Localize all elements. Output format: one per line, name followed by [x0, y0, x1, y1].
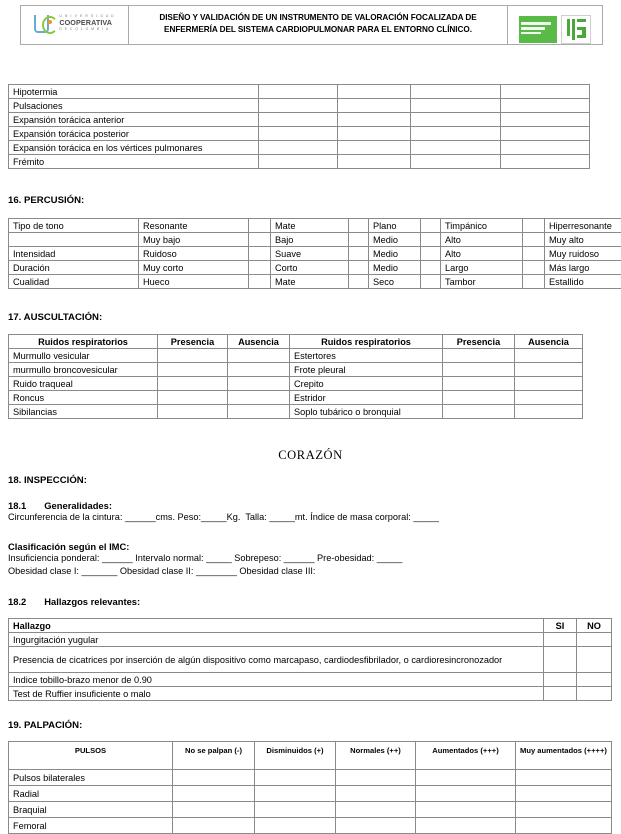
option-label: Muy ruidoso — [545, 247, 621, 261]
empty-entry-cell[interactable] — [338, 141, 411, 155]
empty-entry-cell[interactable] — [501, 85, 590, 99]
ausencia-cell-right[interactable] — [515, 377, 583, 391]
column-header: Hallazgo — [9, 619, 544, 633]
column-header: Ruidos respiratorios — [290, 335, 443, 349]
empty-entry-cell[interactable] — [411, 113, 501, 127]
ausencia-cell-left[interactable] — [228, 391, 290, 405]
row-label: Cualidad — [9, 275, 139, 289]
si-cell[interactable] — [544, 673, 577, 687]
empty-entry-cell[interactable] — [259, 141, 338, 155]
empty-entry-cell[interactable] — [501, 99, 590, 113]
pulsos-table-body — [9, 770, 612, 834]
hallazgos-table-body — [9, 633, 612, 701]
ucc-logo-text — [59, 15, 114, 31]
auscultacion-table — [8, 334, 583, 419]
no-cell[interactable] — [577, 687, 612, 701]
option-label: Hiperresonante — [545, 219, 621, 233]
header-left-logo-cell — [21, 6, 129, 44]
empty-entry-cell[interactable] — [501, 113, 590, 127]
empty-entry-cell[interactable] — [259, 85, 338, 99]
option-label: Timpánico — [441, 219, 523, 233]
presencia-cell-right[interactable] — [443, 405, 515, 419]
table-row — [9, 363, 583, 377]
document-title: DISEÑO Y VALIDACIÓN DE UN INSTRUMENTO DE VALORACIÓN FOCALIZADA DE ENFERMERÍA DEL SISTEMA CARDIOPULMONAR PARA EL ENTORNO CLÍNICO. — [129, 6, 507, 44]
table-row — [9, 802, 612, 818]
empty-entry-cell[interactable] — [259, 155, 338, 169]
option-label: Medio — [369, 261, 421, 275]
option-label: Alto — [441, 233, 523, 247]
row-label: Expansión torácica anterior — [9, 113, 259, 127]
no-cell[interactable] — [577, 673, 612, 687]
no-cell[interactable] — [577, 647, 612, 673]
option-label: Medio — [369, 247, 421, 261]
percusion-table-body — [9, 219, 621, 289]
pulse-entry-cell[interactable] — [255, 786, 336, 802]
table-row — [9, 113, 590, 127]
row-label: Expansión torácica en los vértices pulmonares — [9, 141, 259, 155]
ausencia-cell-left[interactable] — [228, 363, 290, 377]
row-label-left: Sibilancias — [9, 405, 158, 419]
option-checkbox-cell[interactable] — [421, 275, 441, 289]
option-label: Mate — [271, 219, 349, 233]
ausencia-cell-left[interactable] — [228, 377, 290, 391]
table-row — [9, 405, 583, 419]
presencia-cell-left[interactable] — [158, 363, 228, 377]
table-row — [9, 647, 612, 673]
column-header: No se palpan (-) — [173, 742, 255, 770]
row-label-right: Estertores — [290, 349, 443, 363]
ausencia-cell-right[interactable] — [515, 391, 583, 405]
row-label: Ingurgitación yugular — [9, 633, 544, 647]
empty-entry-cell[interactable] — [338, 99, 411, 113]
table-row — [9, 770, 612, 786]
imc-line-1: Insuficiencia ponderal: ______ Intervalo normal: _____ Sobrepeso: ______ Pre-obesidad: _____ — [8, 552, 608, 565]
row-label: Indice tobillo-brazo menor de 0.90 — [9, 673, 544, 687]
pulse-entry-cell[interactable] — [255, 770, 336, 786]
empty-entry-cell[interactable] — [259, 113, 338, 127]
ucc-logo-line2: COOPERATIVA — [59, 19, 114, 27]
presencia-cell-left[interactable] — [158, 377, 228, 391]
option-checkbox-cell[interactable] — [523, 219, 545, 233]
option-label: Resonante — [139, 219, 249, 233]
row-label-right: Crepito — [290, 377, 443, 391]
option-checkbox-cell[interactable] — [349, 275, 369, 289]
universidad-cooperativa-de-colombia-logo — [34, 15, 114, 32]
presencia-cell-right[interactable] — [443, 349, 515, 363]
section-19-title: 19. PALPACIÓN: — [8, 720, 82, 731]
table-row — [9, 155, 590, 169]
corazon-heading: CORAZÓN — [0, 448, 621, 463]
row-label-left: Ruido traqueal — [9, 377, 158, 391]
table-row — [9, 247, 621, 261]
row-label-left: murmullo broncovesicular — [9, 363, 158, 377]
option-label: Muy alto — [545, 233, 621, 247]
auscultacion-table-head — [9, 335, 583, 349]
pulse-entry-cell[interactable] — [336, 770, 416, 786]
table-row — [9, 85, 590, 99]
option-checkbox-cell[interactable] — [523, 247, 545, 261]
table-row — [9, 275, 621, 289]
header-right-logo-cell — [507, 6, 602, 44]
table-row — [9, 377, 583, 391]
table-header-row — [9, 619, 612, 633]
column-header: Muy aumentados (++++) — [516, 742, 612, 770]
option-checkbox-cell[interactable] — [249, 219, 271, 233]
row-label: Test de Ruffier insuficiente o malo — [9, 687, 544, 701]
option-checkbox-cell[interactable] — [349, 219, 369, 233]
row-label: Braquial — [9, 802, 173, 818]
ucc-logo-line3: D E C O L O M B I A — [59, 28, 114, 32]
empty-entry-cell[interactable] — [501, 141, 590, 155]
ucc-logo-line1: U N I V E R S I D A D — [59, 15, 114, 19]
empty-entry-cell[interactable] — [411, 127, 501, 141]
row-label-left: Roncus — [9, 391, 158, 405]
hallazgos-relevantes-table — [8, 618, 612, 701]
imc-classification-block — [8, 541, 608, 577]
row-label: Frémito — [9, 155, 259, 169]
document-page — [0, 5, 621, 833]
option-checkbox-cell[interactable] — [349, 261, 369, 275]
option-label: Muy corto — [139, 261, 249, 275]
option-checkbox-cell[interactable] — [421, 233, 441, 247]
pulse-entry-cell[interactable] — [416, 818, 516, 834]
row-label-left: Murmullo vesicular — [9, 349, 158, 363]
generalidades-fields-line: Circunferencia de la cintura: ______cms. Peso:_____Kg. Talla: _____mt. Índice de masa corporal: _____ — [8, 511, 608, 524]
column-header: NO — [577, 619, 612, 633]
pulse-entry-cell[interactable] — [173, 818, 255, 834]
table-row — [9, 349, 583, 363]
subsection-18-1-number: 18.1 — [8, 500, 26, 511]
table-row — [9, 818, 612, 834]
section-18-title: 18. INSPECCIÓN: — [8, 475, 87, 486]
subsection-18-2-heading — [8, 596, 140, 607]
option-checkbox-cell[interactable] — [421, 261, 441, 275]
option-checkbox-cell[interactable] — [523, 261, 545, 275]
pulse-entry-cell[interactable] — [173, 770, 255, 786]
row-label: Radial — [9, 786, 173, 802]
empty-entry-cell[interactable] — [411, 141, 501, 155]
option-checkbox-cell[interactable] — [249, 275, 271, 289]
row-label: Femoral — [9, 818, 173, 834]
empty-entry-cell[interactable] — [411, 85, 501, 99]
right-logo-group — [519, 15, 591, 44]
ucc-emblem-icon — [34, 15, 56, 32]
pulse-entry-cell[interactable] — [255, 818, 336, 834]
column-header: Normales (++) — [336, 742, 416, 770]
ausencia-cell-right[interactable] — [515, 363, 583, 377]
empty-entry-cell[interactable] — [259, 127, 338, 141]
empty-entry-cell[interactable] — [411, 99, 501, 113]
option-label: Hueco — [139, 275, 249, 289]
row-label: Presencia de cicatrices por inserción de algún dispositivo como marcapaso, cardiodesfibrilador, o cardioresincronozador — [9, 647, 544, 673]
presencia-cell-left[interactable] — [158, 391, 228, 405]
row-label: Pulsos bilaterales — [9, 770, 173, 786]
table-row — [9, 219, 621, 233]
row-label: Expansión torácica posterior — [9, 127, 259, 141]
si-cell[interactable] — [544, 647, 577, 673]
subsection-18-2-number: 18.2 — [8, 596, 26, 607]
pulse-entry-cell[interactable] — [416, 786, 516, 802]
presencia-cell-right[interactable] — [443, 391, 515, 405]
presencia-cell-left[interactable] — [158, 405, 228, 419]
empty-entry-cell[interactable] — [338, 155, 411, 169]
row-label: Pulsaciones — [9, 99, 259, 113]
row-label: Hipotermia — [9, 85, 259, 99]
pulse-entry-cell[interactable] — [336, 802, 416, 818]
table-row — [9, 99, 590, 113]
pulse-entry-cell[interactable] — [416, 802, 516, 818]
table-row — [9, 673, 612, 687]
option-label: Plano — [369, 219, 421, 233]
table-header-row — [9, 742, 612, 770]
ausencia-cell-right[interactable] — [515, 405, 583, 419]
pulse-entry-cell[interactable] — [336, 786, 416, 802]
empty-entry-cell[interactable] — [259, 99, 338, 113]
ausencia-cell-left[interactable] — [228, 349, 290, 363]
pulse-entry-cell[interactable] — [336, 818, 416, 834]
table-header-row — [9, 335, 583, 349]
imc-line-2: Obesidad clase I: _______ Obesidad clase II: ________ Obesidad clase III: — [8, 565, 608, 578]
column-header: Presencia — [443, 335, 515, 349]
section-17-title: 17. AUSCULTACIÓN: — [8, 312, 102, 323]
row-label — [9, 233, 139, 247]
column-header: Ausencia — [228, 335, 290, 349]
table-row — [9, 233, 621, 247]
option-checkbox-cell[interactable] — [523, 275, 545, 289]
option-checkbox-cell[interactable] — [421, 219, 441, 233]
subsection-18-1-heading — [8, 500, 608, 511]
table-row — [9, 141, 590, 155]
column-header: PULSOS — [9, 742, 173, 770]
option-checkbox-cell[interactable] — [249, 233, 271, 247]
subsection-18-2-label: Hallazgos relevantes: — [44, 596, 140, 607]
column-header: Aumentados (+++) — [416, 742, 516, 770]
table-row — [9, 261, 621, 275]
option-label: Muy bajo — [139, 233, 249, 247]
pulse-entry-cell[interactable] — [516, 802, 612, 818]
row-label: Duración — [9, 261, 139, 275]
pulse-entry-cell[interactable] — [173, 802, 255, 818]
no-cell[interactable] — [577, 633, 612, 647]
udes-logo-icon — [519, 16, 557, 43]
pulse-entry-cell[interactable] — [416, 770, 516, 786]
ausencia-cell-left[interactable] — [228, 405, 290, 419]
option-label: Tambor — [441, 275, 523, 289]
ausencia-cell-right[interactable] — [515, 349, 583, 363]
palpacion-respiratoria-continued-table — [8, 84, 590, 169]
option-checkbox-cell[interactable] — [421, 247, 441, 261]
ub-logo-icon — [561, 15, 591, 44]
option-checkbox-cell[interactable] — [523, 233, 545, 247]
pulse-entry-cell[interactable] — [516, 786, 612, 802]
document-header — [20, 5, 603, 45]
option-label: Más largo — [545, 261, 621, 275]
presencia-cell-right[interactable] — [443, 377, 515, 391]
option-label: Alto — [441, 247, 523, 261]
section-16-title: 16. PERCUSIÓN: — [8, 195, 84, 206]
row-label: Tipo de tono — [9, 219, 139, 233]
empty-entry-cell[interactable] — [338, 127, 411, 141]
empty-entry-cell[interactable] — [501, 127, 590, 141]
hallazgos-table-head — [9, 619, 612, 633]
option-checkbox-cell[interactable] — [249, 261, 271, 275]
palpacion-pulsos-table — [8, 741, 612, 834]
percusion-table — [8, 218, 621, 289]
option-label: Medio — [369, 233, 421, 247]
auscultacion-table-body — [9, 349, 583, 419]
presencia-cell-left[interactable] — [158, 349, 228, 363]
option-label: Mate — [271, 275, 349, 289]
table-row — [9, 786, 612, 802]
empty-entry-cell[interactable] — [338, 113, 411, 127]
subsection-18-1-label: Generalidades: — [44, 500, 112, 511]
si-cell[interactable] — [544, 633, 577, 647]
pulsos-table-head — [9, 742, 612, 770]
option-label: Suave — [271, 247, 349, 261]
table-row — [9, 127, 590, 141]
row-label: Intensidad — [9, 247, 139, 261]
option-checkbox-cell[interactable] — [349, 233, 369, 247]
option-checkbox-cell[interactable] — [249, 247, 271, 261]
column-header: Presencia — [158, 335, 228, 349]
pulse-entry-cell[interactable] — [516, 770, 612, 786]
column-header: Ruidos respiratorios — [9, 335, 158, 349]
column-header: SI — [544, 619, 577, 633]
empty-entry-cell[interactable] — [338, 85, 411, 99]
empty-entry-cell[interactable] — [501, 155, 590, 169]
si-cell[interactable] — [544, 687, 577, 701]
option-checkbox-cell[interactable] — [349, 247, 369, 261]
option-label: Ruidoso — [139, 247, 249, 261]
empty-entry-cell[interactable] — [411, 155, 501, 169]
option-label: Corto — [271, 261, 349, 275]
imc-title: Clasificación según el IMC: — [8, 541, 608, 552]
option-label: Largo — [441, 261, 523, 275]
option-label: Bajo — [271, 233, 349, 247]
table-row — [9, 633, 612, 647]
option-label: Seco — [369, 275, 421, 289]
presencia-cell-right[interactable] — [443, 363, 515, 377]
pulse-entry-cell[interactable] — [255, 802, 336, 818]
column-header: Disminuidos (+) — [255, 742, 336, 770]
table-row — [9, 687, 612, 701]
row-label-right: Estridor — [290, 391, 443, 405]
continued-table-body — [9, 85, 590, 169]
subsection-18-1 — [8, 500, 608, 524]
pulse-entry-cell[interactable] — [173, 786, 255, 802]
option-label: Estallido — [545, 275, 621, 289]
row-label-right: Soplo tubárico o bronquial — [290, 405, 443, 419]
column-header: Ausencia — [515, 335, 583, 349]
table-row — [9, 391, 583, 405]
row-label-right: Frote pleural — [290, 363, 443, 377]
pulse-entry-cell[interactable] — [516, 818, 612, 834]
